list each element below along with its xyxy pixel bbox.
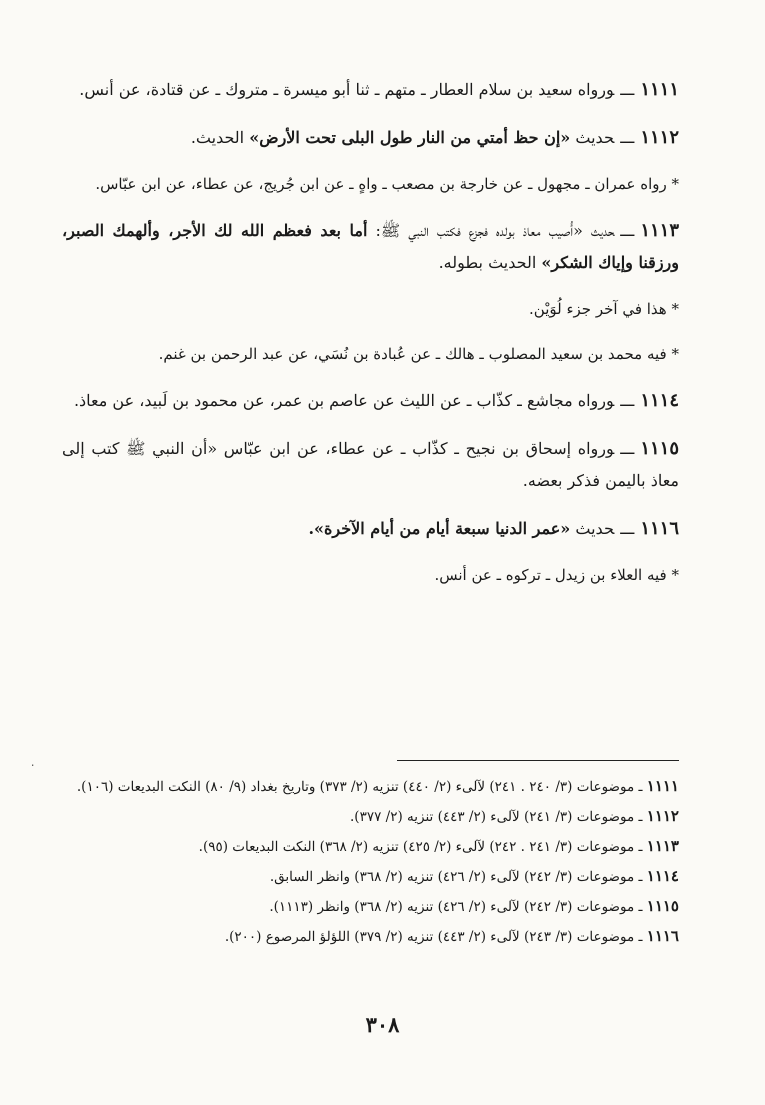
note-text: رواه عمران ـ مجهول ـ عن خارجة بن مصعب ـ واهٍ ـ عن ابن جُريج، عن عطاء، عن ابن عبّاس. [95, 175, 667, 193]
note-text: فيه العلاء بن زيدل ـ تركوه ـ عن أنس. [434, 566, 667, 584]
footnote-1112: ١١١٢ ـ موضوعات (٣/ ٢٤١) لآلىء (٢/ ٤٤٣) تنزيه (٢/ ٣٧٧). [350, 807, 679, 825]
footnote-1115: ١١١٥ ـ موضوعات (٣/ ٢٤٢) لآلىء (٢/ ٤٢٦) تنزيه (٢/ ٣٦٨) وانظر (١١١٣). [269, 897, 679, 915]
note-text: فيه محمد بن سعيد المصلوب ـ هالك ـ عن عُبادة بن نُسَي، عن عبد الرحمن بن غنم. [158, 345, 667, 363]
footnote-text: موضوعات (٣/ ٢٤١ . ٢٤٢) لآلىء (٢/ ٤٢٥) تنزيه (٢/ ٣٦٨) النكت البديعات (٩٥). [198, 839, 635, 855]
dash: ـــ [620, 221, 635, 240]
footnote-text: موضوعات (٣/ ٢٤٠ . ٢٤١) لآلىء (٢/ ٤٤٠) تنزيه (٢/ ٣٧٣) وتاريخ بغداد (٩/ ٨٠) النكت البديعات (١٠٦). [76, 779, 635, 795]
footnote-number: ١١١٥ [646, 897, 679, 915]
footnote-1113: ١١١٣ ـ موضوعات (٣/ ٢٤١ . ٢٤٢) لآلىء (٢/ ٤٢٥) تنزيه (٢/ ٣٦٨) النكت البديعات (٩٥). [198, 837, 679, 855]
footnote-text: موضوعات (٣/ ٢٤٢) لآلىء (٢/ ٤٢٦) تنزيه (٢/ ٣٦٨) وانظر (١١١٣). [269, 899, 635, 915]
footnotes [62, 772, 679, 952]
entry-1112 [62, 122, 679, 154]
entry-number: ١١١٥ [640, 438, 679, 459]
stray-mark: ٠ [30, 760, 36, 771]
star-marker: * [671, 566, 679, 584]
star-marker: * [671, 345, 679, 363]
footnote-text: موضوعات (٣/ ٢٤٢) لآلىء (٢/ ٤٢٦) تنزيه (٢/ ٣٦٨) وانظر السابق. [269, 869, 635, 885]
footnote-text: موضوعات (٣/ ٢٤٣) لآلىء (٢/ ٤٤٣) تنزيه (٢/ ٣٧٩) اللؤلؤ المرصوع (٢٠٠). [224, 929, 635, 945]
note-text: هذا في آخر جزء لُوَيْن. [529, 300, 667, 318]
dash: ـــ [620, 391, 635, 410]
note-narration [62, 169, 679, 199]
dash: ـــ [620, 128, 635, 147]
footnote-number: ١١١٤ [646, 867, 679, 885]
footnote-divider [397, 760, 679, 761]
footnote-number: ١١١١ [646, 777, 679, 795]
hadith-text: «إن حظ أمتي من النار طول البلى تحت الأرض» [249, 128, 571, 147]
entry-number: ١١١٢ [640, 127, 679, 148]
entry-1111 [62, 74, 679, 106]
dash: ـــ [620, 439, 635, 458]
entry-prefix: حديث [575, 128, 615, 147]
footnote-1114: ١١١٤ ـ موضوعات (٣/ ٢٤٢) لآلىء (٢/ ٤٢٦) تنزيه (٢/ ٣٦٨) وانظر السابق. [269, 867, 679, 885]
entry-number: ١١١٣ [640, 220, 679, 241]
entry-text: ورواه مجاشع ـ كذّاب ـ عن الليث عن عاصم بن عمر، عن محمود بن لَبيد، عن معاذ. [73, 391, 615, 410]
entry-1114 [62, 385, 679, 417]
hadith-text: «عمر الدنيا سبعة أيام من أيام الآخرة». [308, 519, 571, 538]
entry-number: ١١١٦ [640, 518, 679, 539]
footnote-1111: ١١١١ ـ موضوعات (٣/ ٢٤٠ . ٢٤١) لآلىء (٢/ ٤٤٠) تنزيه (٢/ ٣٧٣) وتاريخ بغداد (٩/ ٨٠) النكت البديعات (١٠٦). [76, 777, 679, 795]
note-source [62, 294, 679, 324]
entry-suffix: الحديث بطوله. [438, 253, 537, 272]
entry-1113 [62, 215, 679, 279]
note-narrator [62, 560, 679, 590]
footnote-number: ١١١٦ [646, 927, 679, 945]
entry-1115 [62, 433, 679, 497]
footnote-number: ١١١٣ [646, 837, 679, 855]
entry-number: ١١١١ [640, 79, 679, 100]
entry-suffix: الحديث. [190, 128, 245, 147]
dash: ـــ [620, 519, 635, 538]
entry-prefix: حديث «أُصيب معاذ بولده فجزع فكتب النبي ﷺ: [375, 221, 615, 240]
main-text [62, 58, 679, 598]
dash: ـــ [620, 80, 635, 99]
page-number: ٣٠٨ [365, 1012, 400, 1037]
hadith-text: أما بعد فعظم الله لك الأجر، وألهمك الصبر، ورزقنا وإياك الشكر» [62, 221, 679, 272]
star-marker: * [671, 300, 679, 318]
entry-1116 [62, 513, 679, 545]
footnote-number: ١١١٢ [646, 807, 679, 825]
entry-text: ورواه إسحاق بن نجيح ـ كذّاب ـ عن عطاء، عن ابن عبّاس «أن النبي ﷺ كتب إلى معاذ باليمن فذكر بعضه. [62, 439, 679, 490]
entry-prefix: حديث [575, 519, 615, 538]
entry-number: ١١١٤ [640, 390, 679, 411]
footnote-1116: ١١١٦ ـ موضوعات (٣/ ٢٤٣) لآلىء (٢/ ٤٤٣) تنزيه (٢/ ٣٧٩) اللؤلؤ المرصوع (٢٠٠). [224, 927, 679, 945]
entry-text: ورواه سعيد بن سلام العطار ـ متهم ـ ثنا أبو ميسرة ـ متروك ـ عن قتادة، عن أنس. [79, 80, 615, 99]
footnote-text: موضوعات (٣/ ٢٤١) لآلىء (٢/ ٤٤٣) تنزيه (٢/ ٣٧٧). [350, 809, 635, 825]
note-narrator [62, 339, 679, 369]
star-marker: * [671, 175, 679, 193]
